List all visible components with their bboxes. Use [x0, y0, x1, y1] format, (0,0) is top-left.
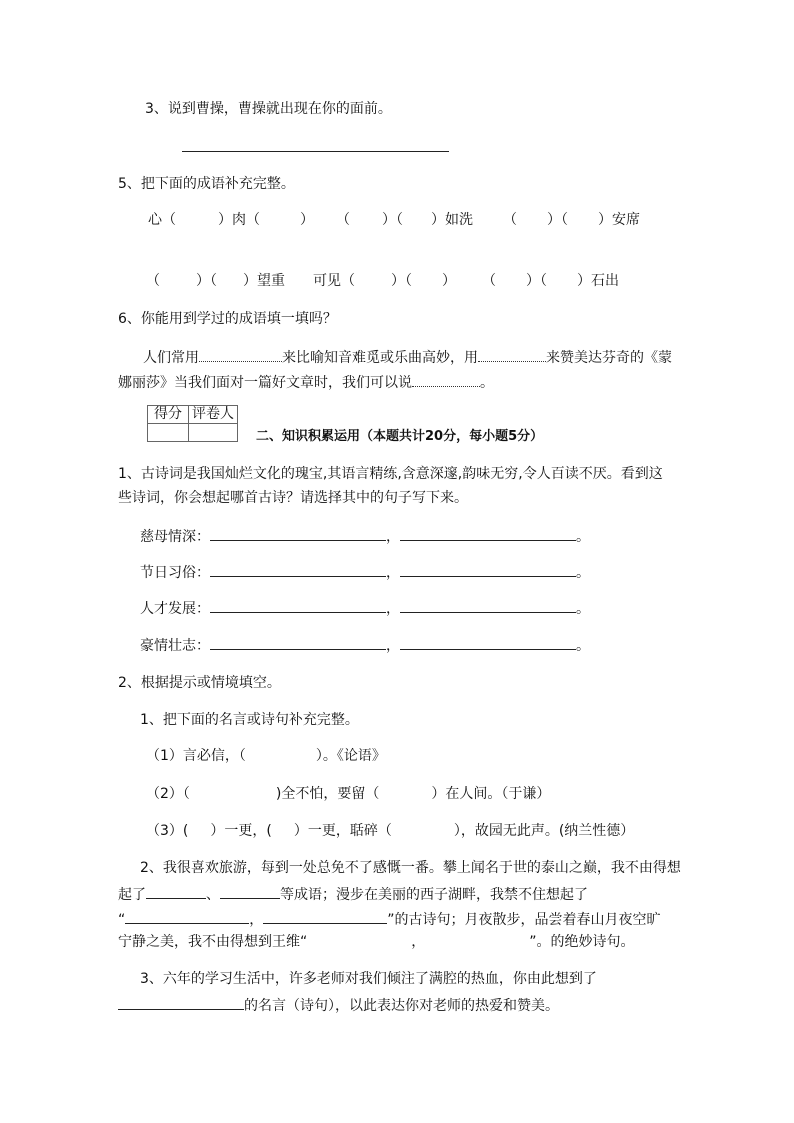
q5-row1-seg: ）（	[547, 212, 568, 228]
quote-text: （3）(	[146, 823, 189, 839]
grader-cell[interactable]	[189, 424, 238, 442]
q5-row2-seg: ）（	[526, 273, 547, 289]
q5-row1-seg: ）如洗	[431, 212, 473, 228]
period: 。	[576, 638, 590, 654]
s2q2-sub2-line3	[118, 909, 661, 929]
q5-row2	[146, 272, 619, 290]
travel-text: ”的古诗句；月夜散步，品尝着春山月夜空旷	[387, 912, 661, 928]
poem-line-blank[interactable]	[263, 909, 387, 924]
q5-row2-seg: ）石出	[577, 273, 619, 289]
s2q1-item-label: 豪情壮志：	[140, 638, 210, 654]
q5-row2-seg: ）（	[196, 273, 217, 289]
q5-row1-seg: ）（	[382, 212, 403, 228]
q5-row1-seg: 心（	[148, 212, 176, 228]
s2q2-sub3-line1: 3、六年的学习生活中，许多老师对我们倾注了满腔的热血，你由此想到了	[140, 971, 597, 987]
travel-text: “	[118, 912, 126, 928]
q5-row1	[148, 211, 640, 229]
score-cell[interactable]	[148, 424, 189, 442]
q5-row1-seg: ）	[300, 212, 314, 228]
s2q2-sub2-line2	[118, 884, 588, 904]
q5-row2-seg: ）（	[391, 273, 412, 289]
q6-text: 来赞美达芬奇的《蒙	[546, 350, 672, 366]
q6-para-line1	[143, 347, 672, 367]
q6-para-line2	[118, 372, 494, 392]
quote-text: （1）言必信，（	[146, 748, 246, 764]
s2q2-sub1-item1	[146, 747, 386, 765]
q6-text: 人们常用	[143, 350, 199, 366]
travel-text: 、	[206, 887, 220, 903]
s2q1-item-label: 慈母情深：	[140, 529, 210, 545]
q6-text: 娜丽莎》当我们面对一篇好文章时，我们可以说	[118, 375, 412, 391]
travel-text: 等成语；漫步在美丽的西子湖畔，我禁不住想起了	[280, 887, 588, 903]
poem-blank[interactable]	[210, 562, 386, 577]
q5-row1-seg: ）肉（	[218, 212, 260, 228]
q6-title: 6、你能用到学过的成语填一填吗？	[118, 311, 337, 327]
quote-text: （2）（	[146, 786, 190, 802]
s2q1-line2: 些诗词，你会想起哪首古诗？请选择其中的句子写下来。	[118, 490, 468, 506]
travel-text: 起了	[118, 887, 146, 903]
period: 。	[576, 529, 590, 545]
s2q1-line1: 1、古诗词是我国灿烂文化的瑰宝,其语言精练,含意深邃,韵味无穷,令人百读不厌。看到这	[118, 466, 663, 482]
q5-row2-seg: （	[146, 273, 160, 289]
travel-text: 宁静之美，我不由得想到王维“	[118, 934, 308, 950]
comma: ，	[386, 601, 400, 617]
quote-text: ），故园无此声。(纳兰性德）	[453, 823, 635, 839]
quote-text: ）一更，(	[210, 823, 272, 839]
q6-text: 来比喻知音难觅或乐曲高妙，用	[282, 350, 478, 366]
grader-header: 评卷人	[189, 406, 238, 424]
q5-row1-seg: ）安席	[598, 212, 640, 228]
teacher-text: 的名言（诗句），以此表达你对老师的热爱和赞美。	[244, 998, 559, 1014]
s2q2-sub2-line4	[118, 933, 635, 951]
poem-blank[interactable]	[210, 598, 386, 613]
quote-text: ）在人间。（于谦）	[431, 786, 551, 802]
poem-line-blank[interactable]	[125, 909, 249, 924]
score-header: 得分	[148, 406, 189, 424]
s2q2-sub1-item3	[146, 822, 634, 840]
q5-row1-seg: （	[503, 212, 517, 228]
section-heading: 二、知识积累运用（本题共计20分，每小题5分）	[256, 429, 544, 444]
s2q2-title: 2、根据提示或情境填空。	[118, 675, 281, 691]
poem-blank[interactable]	[400, 526, 576, 541]
period: 。	[576, 601, 590, 617]
q5-row2-seg: ）望重	[243, 273, 285, 289]
quote-text: )全不怕，要留（	[275, 786, 380, 802]
q3-item-text: 3、说到曹操，曹操就出现在你的面前。	[145, 101, 392, 117]
q5-row2-seg: 可见（	[313, 273, 355, 289]
quote-text: ）一更，聒碎（	[293, 823, 392, 839]
score-table	[147, 405, 238, 442]
q5-row2-seg: ）	[442, 273, 456, 289]
q6-text: 。	[480, 375, 494, 391]
poem-blank[interactable]	[400, 562, 576, 577]
comma: ，	[386, 565, 400, 581]
s2q2-sub3-line2	[118, 995, 559, 1015]
poem-blank[interactable]	[400, 635, 576, 650]
poem-blank[interactable]	[210, 526, 386, 541]
s2q1-item	[140, 598, 590, 618]
quote-text: ）。《论语》	[315, 748, 386, 764]
idiom-blank[interactable]	[220, 884, 280, 899]
s2q1-item-label: 节日习俗：	[140, 565, 210, 581]
idiom-blank[interactable]	[146, 884, 206, 899]
s2q2-sub2-line1: 2、我很喜欢旅游，每到一处总免不了感慨一番。攀上闻名于世的泰山之巅，我不由得想	[140, 860, 681, 876]
s2q1-item	[140, 562, 590, 582]
q5-title: 5、把下面的成语补充完整。	[118, 176, 295, 192]
period: 。	[576, 565, 590, 581]
q5-row1-seg: （	[336, 212, 350, 228]
s2q1-item	[140, 526, 590, 546]
q6-blank-1[interactable]	[199, 347, 282, 362]
comma: ，	[386, 638, 400, 654]
s2q1-item	[140, 635, 590, 655]
s2q1-item-label: 人才发展：	[140, 601, 210, 617]
q5-row2-seg: （	[482, 273, 496, 289]
poem-blank[interactable]	[400, 598, 576, 613]
q3-answer-line[interactable]	[182, 151, 449, 152]
q6-blank-3[interactable]	[412, 372, 480, 387]
comma: ，	[386, 529, 400, 545]
teacher-quote-blank[interactable]	[118, 995, 244, 1010]
s2q2-sub1-title: 1、把下面的名言或诗句补充完整。	[140, 712, 359, 728]
travel-text: ，	[249, 912, 264, 928]
travel-text: ，	[411, 934, 426, 950]
q6-blank-2[interactable]	[478, 347, 546, 362]
travel-text: ”。的绝妙诗句。	[529, 934, 635, 950]
s2q2-sub1-item2	[146, 785, 550, 803]
poem-blank[interactable]	[210, 635, 386, 650]
